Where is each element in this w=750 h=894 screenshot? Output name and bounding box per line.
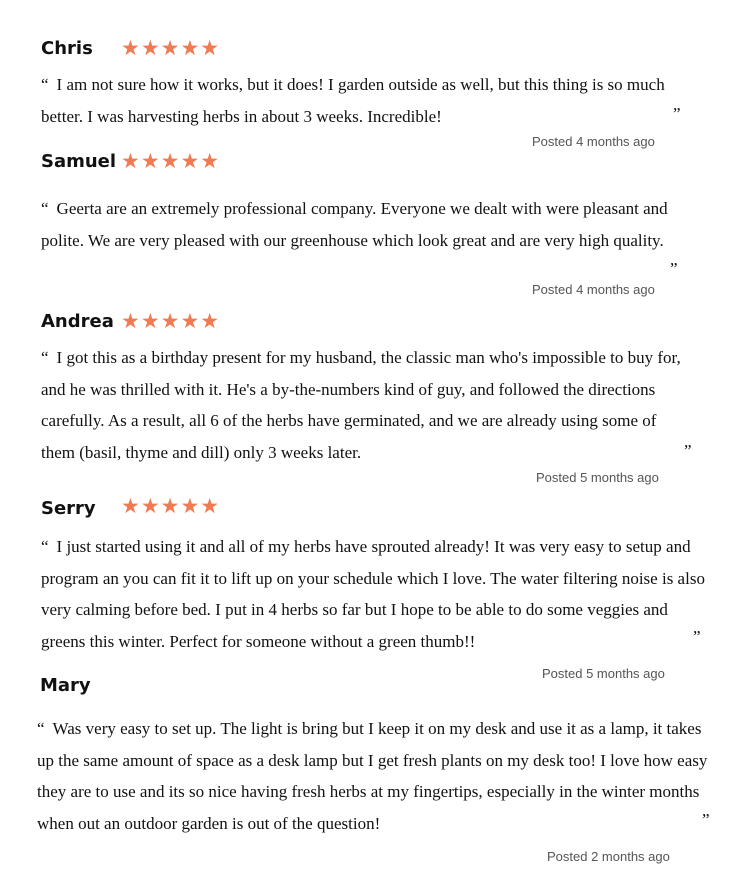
reviewer-name: Serry bbox=[41, 498, 96, 519]
close-quote: ” bbox=[670, 259, 678, 278]
close-quote: ” bbox=[684, 441, 692, 460]
review-text: “ Was very easy to set up. The light is bring but I keep it on my desk and use it as a lamp, it takes up the same amount of space as a desk lamp but I get fresh plants on my desk too! I love how easy they are to use and its so nice having fresh herbs at my fingertips, especially in the winter months when out an outdoor garden is out of the question! bbox=[37, 719, 708, 833]
reviewer-name: Mary bbox=[40, 675, 91, 696]
review-text: “ I just started using it and all of my herbs have sprouted already! It was very easy to setup and program an you can fit it to lift up on your schedule which I love. The water filtering noise is also very calming before bed. I put in 4 herbs so far but I hope to be able to do some veggies and greens this winter. Perfect for someone without a green thumb!! bbox=[41, 537, 705, 651]
star-icon: ★★★★★ bbox=[121, 309, 221, 333]
posted-date: Posted 5 months ago bbox=[536, 470, 659, 485]
close-quote: ” bbox=[693, 627, 701, 646]
posted-date: Posted 4 months ago bbox=[532, 282, 655, 297]
close-quote: ” bbox=[702, 810, 710, 829]
open-quote: “ bbox=[41, 537, 49, 556]
posted-date: Posted 5 months ago bbox=[542, 666, 665, 681]
close-quote: ” bbox=[673, 104, 681, 123]
star-icon: ★★★★★ bbox=[121, 149, 221, 173]
posted-date: Posted 2 months ago bbox=[547, 849, 670, 864]
open-quote: “ bbox=[41, 75, 49, 94]
reviewer-name: Chris bbox=[41, 38, 93, 59]
reviewer-name: Andrea bbox=[41, 311, 114, 332]
review-text: “ Geerta are an extremely professional company. Everyone we dealt with were pleasant and polite. We are very pleased with our greenhouse which look great and are very high quality. bbox=[41, 199, 668, 250]
review-text: “ I got this as a birthday present for my husband, the classic man who's impossible to buy for, and he was thrilled with it. He's a by-the-numbers kind of guy, and followed the directions carefully. As a result, all 6 of the herbs have germinated, and we are already using some of them (basil, thyme and dill) only 3 weeks later. bbox=[41, 348, 681, 462]
reviewer-name: Samuel bbox=[41, 151, 117, 172]
open-quote: “ bbox=[41, 199, 49, 218]
posted-date: Posted 4 months ago bbox=[532, 134, 655, 149]
open-quote: “ bbox=[37, 719, 45, 738]
star-icon: ★★★★★ bbox=[121, 494, 221, 518]
open-quote: “ bbox=[41, 348, 49, 367]
star-icon: ★★★★★ bbox=[121, 36, 221, 60]
review-text: “ I am not sure how it works, but it does! I garden outside as well, but this thing is so much better. I was harvesting herbs in about 3 weeks. Incredible! bbox=[41, 75, 665, 126]
